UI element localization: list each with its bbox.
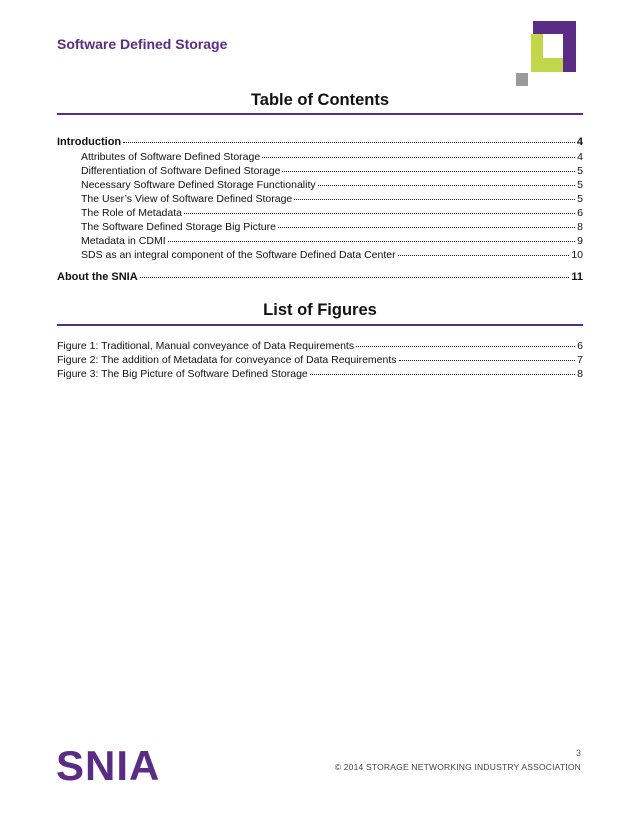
toc-entry-about-snia[interactable]: About the SNIA 11 [57, 271, 583, 283]
toc-entry-sds-integral[interactable]: SDS as an integral component of the Software Defined Data Center 10 [81, 249, 583, 261]
toc-entry-introduction[interactable]: Introduction 4 [57, 136, 583, 148]
header-title: Software Defined Storage [57, 36, 228, 52]
toc-entry-big-picture[interactable]: The Software Defined Storage Big Picture 8 [81, 221, 583, 233]
copyright-notice: © 2014 STORAGE NETWORKING INDUSTRY ASSOCIATION [334, 762, 581, 772]
page-number: 3 [575, 748, 581, 758]
toc-entry-users-view[interactable]: The User’s View of Software Defined Storage 5 [81, 193, 583, 205]
toc-entry-differentiation[interactable]: Differentiation of Software Defined Storage 5 [81, 165, 583, 177]
snia-brand-mark-icon [516, 21, 576, 87]
toc-entry-metadata-cdmi[interactable]: Metadata in CDMI 9 [81, 235, 583, 247]
snia-logo: SNIA [56, 742, 161, 789]
figure-entry-3[interactable]: Figure 3: The Big Picture of Software Defined Storage 8 [57, 368, 583, 380]
toc-entry-functionality[interactable]: Necessary Software Defined Storage Functionality 5 [81, 179, 583, 191]
toc-divider [57, 113, 583, 115]
figures-divider [57, 324, 583, 326]
figure-entry-1[interactable]: Figure 1: Traditional, Manual conveyance of Data Requirements 6 [57, 340, 583, 352]
toc-entry-role-of-metadata[interactable]: The Role of Metadata 6 [81, 207, 583, 219]
toc-entry-attributes[interactable]: Attributes of Software Defined Storage 4 [81, 151, 583, 163]
figures-title: List of Figures [263, 301, 377, 319]
figure-entry-2[interactable]: Figure 2: The addition of Metadata for conveyance of Data Requirements 7 [57, 354, 583, 366]
toc-title: Table of Contents [250, 91, 390, 109]
